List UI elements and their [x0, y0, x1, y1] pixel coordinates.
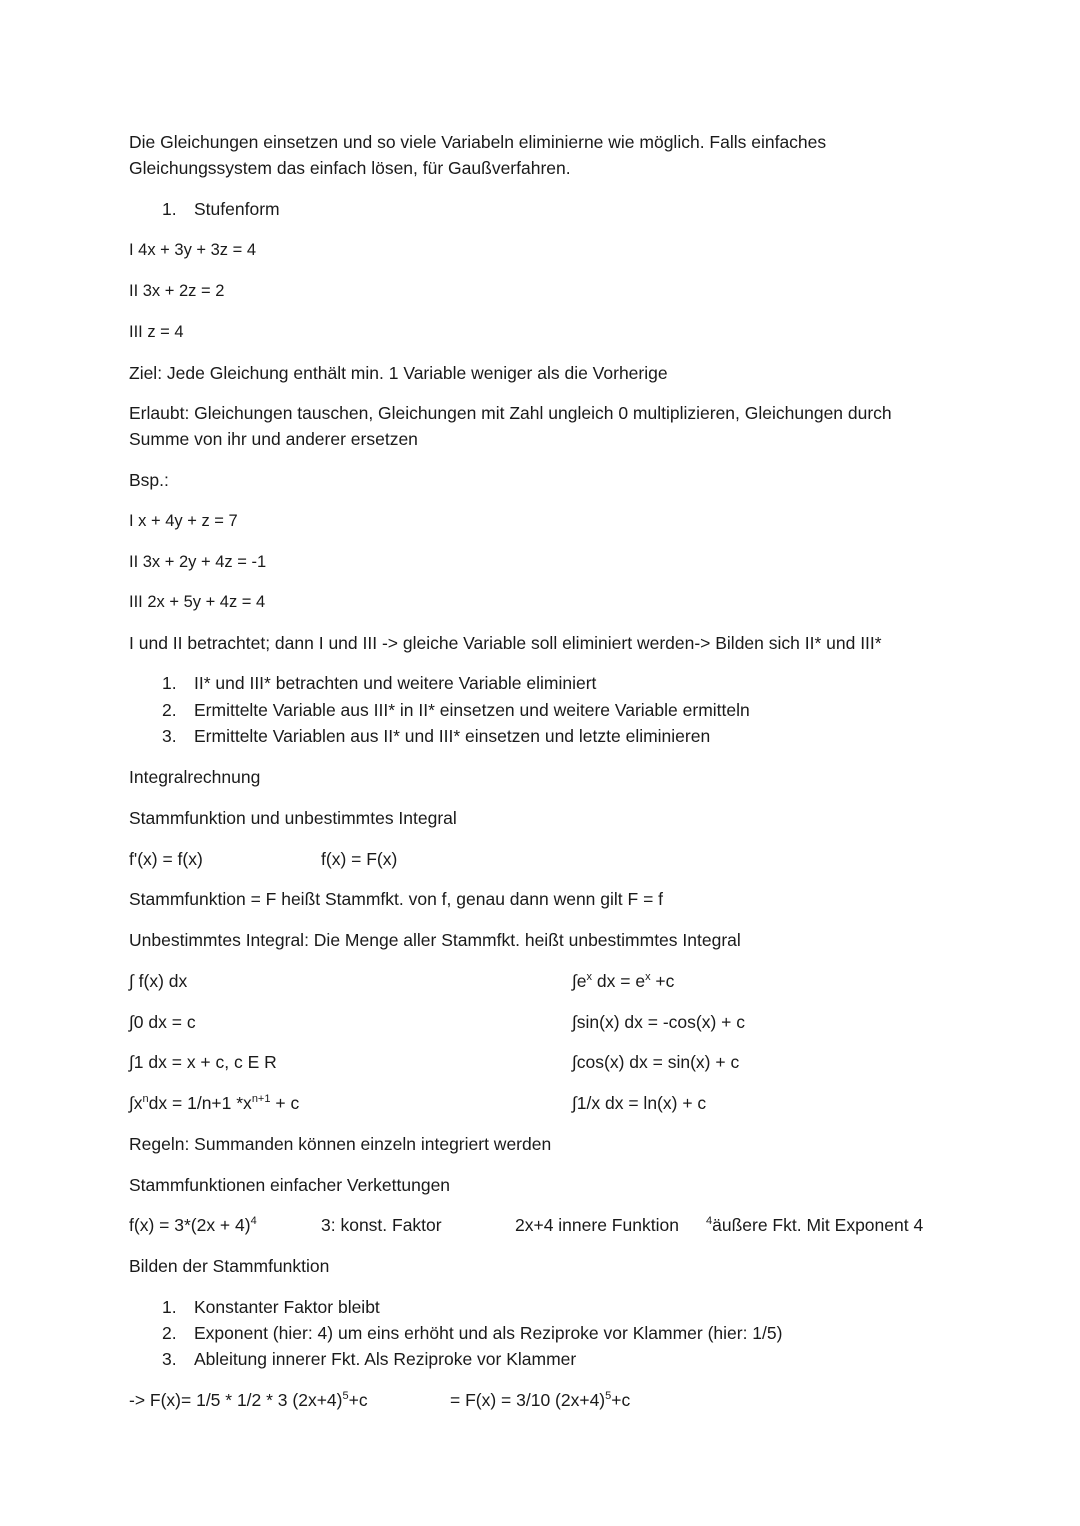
intro-line-2: Gleichungssystem das einfach lösen, für Gaußverfahren.	[129, 158, 571, 178]
result-right-a: = F(x) = 3/10 (2x+4)	[450, 1390, 606, 1410]
step2-number: 2.	[162, 700, 177, 720]
step3-text: Ermittelte Variablen aus II* und III* einsetzen und letzte eliminieren	[194, 726, 711, 746]
formula-integral-fx: ∫ f(x) dx	[129, 971, 188, 991]
bsp-label: Bsp.:	[129, 470, 169, 490]
formula-exp	[572, 970, 674, 992]
ziel-text: Ziel: Jede Gleichung enthält min. 1 Variable weniger als die Vorherige	[129, 363, 668, 383]
formula-sin: ∫sin(x) dx = -cos(x) + c	[572, 1012, 746, 1032]
result-right-sup: 5	[605, 1390, 612, 1403]
step2-3-text: Ableitung innerer Fkt. Als Reziproke vor Klammer	[194, 1349, 577, 1369]
verkettung-innere: 2x+4 innere Funktion	[515, 1215, 679, 1235]
verkettung-f-a: f(x) = 3*(2x + 4)	[129, 1215, 251, 1235]
power-rule-sup-n: n	[142, 1093, 149, 1106]
aeussere-text: äußere Fkt. Mit Exponent 4	[712, 1215, 924, 1235]
stufen-equation-1: I 4x + 3y + 3z = 4	[129, 241, 257, 259]
bsp-equation-2: II 3x + 2y + 4z = -1	[129, 553, 267, 571]
exp-sup-1: x	[586, 971, 593, 984]
result-right-b: +c	[611, 1390, 631, 1410]
result-right	[450, 1389, 630, 1411]
stufenform-number: 1.	[162, 199, 177, 219]
exp-c: +c	[650, 971, 675, 991]
verkettung-function	[129, 1214, 257, 1236]
integral-heading: Integralrechnung	[129, 767, 261, 787]
fprime-right: f(x) = F(x)	[321, 849, 398, 869]
step2-1-number: 1.	[162, 1297, 177, 1317]
verkettungen-heading: Stammfunktionen einfacher Verkettungen	[129, 1175, 451, 1195]
formula-power-rule	[129, 1092, 299, 1114]
stammfunktion-definition: Stammfunktion = F heißt Stammfkt. von f, genau dann wenn gilt F = f	[129, 889, 664, 909]
step2-1-text: Konstanter Faktor bleibt	[194, 1297, 380, 1317]
formula-reciprocal: ∫1/x dx = ln(x) + c	[572, 1093, 707, 1113]
verkettung-konst: 3: konst. Faktor	[321, 1215, 442, 1235]
aeussere-sup: 4	[706, 1215, 713, 1228]
verkettung-aeussere	[706, 1214, 923, 1236]
unbestimmt-definition: Unbestimmtes Integral: Die Menge aller Stammfkt. heißt unbestimmtes Integral	[129, 930, 741, 950]
step1-number: 1.	[162, 673, 177, 693]
stammfunktion-heading: Stammfunktion und unbestimmtes Integral	[129, 808, 457, 828]
power-rule-a: ∫x	[129, 1093, 143, 1113]
step3-number: 3.	[162, 726, 177, 746]
intro-line-1: Die Gleichungen einsetzen und so viele Variabeln eliminierne wie möglich. Falls einfaches	[129, 132, 827, 152]
formula-integral-zero: ∫0 dx = c	[129, 1012, 196, 1032]
step2-3-number: 3.	[162, 1349, 177, 1369]
erlaubt-line-1: Erlaubt: Gleichungen tauschen, Gleichungen mit Zahl ungleich 0 multiplizieren, Gleichungen durch	[129, 403, 892, 423]
fprime-left: f'(x) = f(x)	[129, 849, 203, 869]
exp-a: ∫e	[572, 971, 587, 991]
result-left-sup: 5	[342, 1390, 349, 1403]
stufenform-heading: Stufenform	[194, 199, 280, 219]
step1-text: II* und III* betrachten und weitere Variable eliminiert	[194, 673, 597, 693]
bilden-heading: Bilden der Stammfunktion	[129, 1256, 330, 1276]
step2-text: Ermittelte Variable aus III* in II* einsetzen und weitere Variable ermitteln	[194, 700, 750, 720]
result-left-b: +c	[348, 1390, 368, 1410]
power-rule-c: + c	[275, 1093, 300, 1113]
step2-2-number: 2.	[162, 1323, 177, 1343]
stufen-equation-2: II 3x + 2z = 2	[129, 282, 225, 300]
stufen-equation-3: III z = 4	[129, 323, 184, 341]
betrachtet-text: I und II betrachtet; dann I und III -> gleiche Variable soll eliminiert werden-> Bilden sich II* und III*	[129, 633, 882, 653]
power-rule-sup-n1: n+1	[251, 1093, 271, 1106]
result-left	[129, 1389, 368, 1411]
step2-2-text: Exponent (hier: 4) um eins erhöht und als Reziproke vor Klammer (hier: 1/5)	[194, 1323, 783, 1343]
exp-b: dx = e	[592, 971, 646, 991]
erlaubt-line-2: Summe von ihr und anderer ersetzen	[129, 429, 418, 449]
exp-sup-2: x	[645, 971, 651, 984]
formula-cos: ∫cos(x) dx = sin(x) + c	[572, 1052, 740, 1072]
verkettung-f-sup: 4	[250, 1215, 257, 1228]
formula-integral-one: ∫1 dx = x + c, c E R	[129, 1052, 277, 1072]
result-left-a: -> F(x)= 1/5 * 1/2 * 3 (2x+4)	[129, 1390, 343, 1410]
bsp-equation-3: III 2x + 5y + 4z = 4	[129, 593, 266, 611]
power-rule-b: dx = 1/n+1 *x	[148, 1093, 252, 1113]
bsp-equation-1: I x + 4y + z = 7	[129, 512, 238, 530]
regeln-text: Regeln: Summanden können einzeln integriert werden	[129, 1134, 552, 1154]
